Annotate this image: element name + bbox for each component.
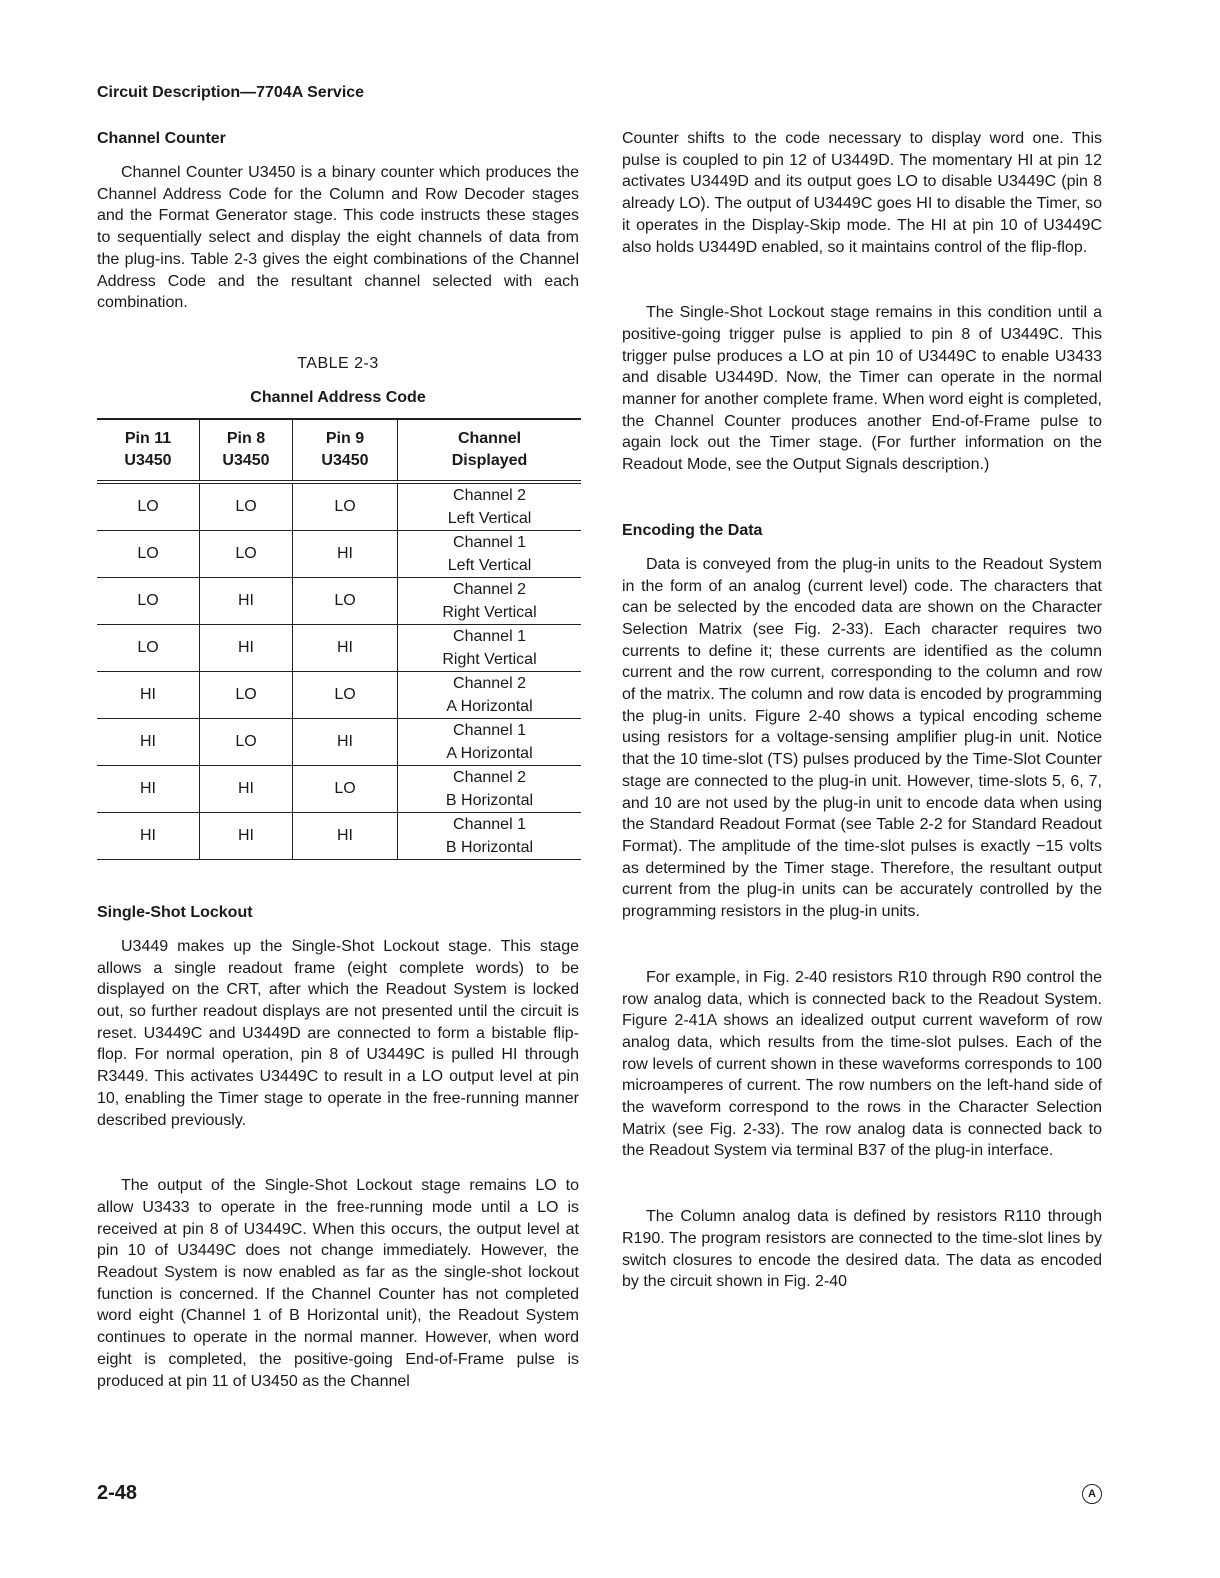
cell-channel: Channel 1 Left Vertical bbox=[398, 530, 582, 577]
table-row bbox=[97, 812, 581, 859]
paragraph-encoding-3: The Column analog data is defined by resistors R110 through R190. The program resistors are connected to the time-slot lines by switch closures to encode the desired data. The data as encoded by the circuit shown in Fig. 2-40 bbox=[622, 1208, 1102, 1291]
cell-pin8: HI bbox=[200, 624, 293, 671]
cell-channel: Channel 1 Right Vertical bbox=[398, 624, 582, 671]
cell-pin8: LO bbox=[200, 482, 293, 531]
header-pin11: Pin 11 U3450 bbox=[97, 419, 200, 482]
table-row bbox=[97, 671, 581, 718]
paragraph-single-shot-2: The output of the Single-Shot Lockout stage remains LO to allow U3433 to operate in the free-running mode until a LO is received at pin 8 of U3449C. When this occurs, the output level at pin 10 of U3449C does not change immediately. However, the Readout System is now enabled as far as the single-shot lockout function is concerned. If the Channel Counter has not completed word eight (Channel 1 of B Horizontal unit), the Readout System continues to operate in the normal manner. However, when word eight is completed, the positive-going End-of-Frame pulse is produced at pin 11 of U3450 as the Channel bbox=[97, 1177, 579, 1390]
header-pin9: Pin 9 U3450 bbox=[293, 419, 398, 482]
table-row bbox=[97, 482, 581, 531]
cell-pin9: LO bbox=[293, 671, 398, 718]
publisher-mark-icon: A bbox=[1082, 1484, 1102, 1504]
paragraph-channel-counter: Channel Counter U3450 is a binary counter which produces the Channel Address Code for the Column and Row Decoder stages and the Format Generator stage. This code instructs these stages to sequentially select and display the eight channels of data from the plug-ins. Table 2-3 gives the eight combinations of the Channel Address Code and the resultant channel selected with each combination. bbox=[97, 164, 579, 312]
paragraph-lockout-condition: The Single-Shot Lockout stage remains in this condition until a positive-going trigger pulse is applied to pin 8 of U3449C. This trigger pulse produces a LO at pin 10 of U3449C to enable U3433 and disable U3449D. Now, the Timer can operate in the normal manner for another complete frame. When word eight is completed, the Channel Counter produces another End-of-Frame pulse to again lock out the Timer stage. (For further information on the Readout Mode, see the Output Signals description.) bbox=[622, 304, 1102, 474]
cell-pin8: HI bbox=[200, 765, 293, 812]
channel-address-table bbox=[97, 418, 581, 860]
cell-pin11: LO bbox=[97, 624, 200, 671]
page-number: 2-48 bbox=[97, 1482, 138, 1504]
cell-channel: Channel 2 A Horizontal bbox=[398, 671, 582, 718]
table-header-row bbox=[97, 419, 581, 482]
table-row bbox=[97, 624, 581, 671]
paragraph-encoding-1: Data is conveyed from the plug-in units to the Readout System in the form of an analog (current level) code. The characters that can be selected by the encoded data are shown on the Character Selection Matrix (see Fig. 2-33). Each character requires two currents to define it; these currents are identified as the column current and the row current, corresponding to the column and row of the matrix. The column and row data is encoded by programming the plug-in units. Figure 2-40 shows a typical encoding scheme using resistors for a voltage-sensing amplifier plug-in unit. Notice that the 10 time-slot (TS) pulses produced by the Time-Slot Counter stage are connected to the plug-in unit. However, time-slots 5, 6, 7, and 10 are not used by the plug-in unit to encode data when using the Standard Readout Format (see Table 2-2 for Standard Readout Format). The amplitude of the time-slot pulses is exactly −15 volts as determined by the Timer stage. Therefore, the resultant output current from the plug-in units can be accurately controlled by the programming resistors in the plug-in units. bbox=[622, 555, 1102, 921]
cell-pin8: LO bbox=[200, 530, 293, 577]
cell-pin11: HI bbox=[97, 718, 200, 765]
cell-pin8: LO bbox=[200, 718, 293, 765]
running-header: Circuit Description—7704A Service bbox=[97, 84, 365, 101]
cell-pin9: LO bbox=[293, 577, 398, 624]
table-row bbox=[97, 530, 581, 577]
paragraph-counter-shifts: Counter shifts to the code necessary to display word one. This pulse is coupled to pin 12 of U3449D. The momentary HI at pin 12 activates U3449D and its output goes LO to disable U3449C (pin 8 already LO). The output of U3449C goes HI to disable the Timer, so it operates in the Display-Skip mode. The HI at pin 10 of U3449C also holds U3449D enabled, so it maintains control of the flip-flop. bbox=[622, 130, 1102, 256]
heading-single-shot-lockout: Single-Shot Lockout bbox=[97, 903, 253, 921]
table-row bbox=[97, 765, 581, 812]
cell-pin8: HI bbox=[200, 812, 293, 859]
cell-pin11: HI bbox=[97, 671, 200, 718]
cell-pin9: LO bbox=[293, 482, 398, 531]
table-subtitle: Channel Address Code bbox=[250, 388, 426, 406]
cell-channel: Channel 1 A Horizontal bbox=[398, 718, 582, 765]
cell-pin8: LO bbox=[200, 671, 293, 718]
cell-pin11: HI bbox=[97, 765, 200, 812]
right-column bbox=[622, 128, 1102, 1293]
cell-pin9: LO bbox=[293, 765, 398, 812]
cell-channel: Channel 2 Right Vertical bbox=[398, 577, 582, 624]
paragraph-single-shot-1: U3449 makes up the Single-Shot Lockout stage. This stage allows a single readout frame (eight complete words) to be displayed on the CRT, after which the Readout System is locked out, so further readout displays are not presented until the circuit is reset. U3449C and U3449D are connected to form a bistable flip-flop. For normal operation, pin 8 of U3449C is pulled HI through R3449. This activates U3449C to result in a LO output level at pin 10, enabling the Timer stage to operate in the free-running manner described previously. bbox=[97, 937, 579, 1129]
cell-pin9: HI bbox=[293, 624, 398, 671]
heading-encoding-the-data: Encoding the Data bbox=[622, 521, 763, 539]
table-row bbox=[97, 718, 581, 765]
cell-pin11: LO bbox=[97, 482, 200, 531]
left-column bbox=[97, 128, 579, 1392]
cell-pin8: HI bbox=[200, 577, 293, 624]
cell-channel: Channel 2 Left Vertical bbox=[398, 482, 582, 531]
cell-pin11: LO bbox=[97, 577, 200, 624]
cell-pin9: HI bbox=[293, 530, 398, 577]
cell-channel: Channel 1 B Horizontal bbox=[398, 812, 582, 859]
cell-pin11: LO bbox=[97, 530, 200, 577]
header-channel: Channel Displayed bbox=[398, 419, 582, 482]
table-title: TABLE 2-3 bbox=[297, 354, 379, 372]
table-row bbox=[97, 577, 581, 624]
cell-pin9: HI bbox=[293, 718, 398, 765]
heading-channel-counter: Channel Counter bbox=[97, 130, 226, 147]
cell-pin9: HI bbox=[293, 812, 398, 859]
cell-pin11: HI bbox=[97, 812, 200, 859]
header-pin8: Pin 8 U3450 bbox=[200, 419, 293, 482]
cell-channel: Channel 2 B Horizontal bbox=[398, 765, 582, 812]
paragraph-encoding-2: For example, in Fig. 2-40 resistors R10 through R90 control the row analog data, which is connected back to the Readout System. Figure 2-41A shows an idealized output current waveform of row analog data, which results from the time-slot pulses. Each of the row levels of current shown in these waveforms corresponds to 100 microamperes of current. The row numbers on the left-hand side of the waveform correspond to the rows in the Character Selection Matrix (see Fig. 2-33). The row analog data is connected back to the Readout System via terminal B37 of the plug-in interface. bbox=[622, 968, 1102, 1160]
